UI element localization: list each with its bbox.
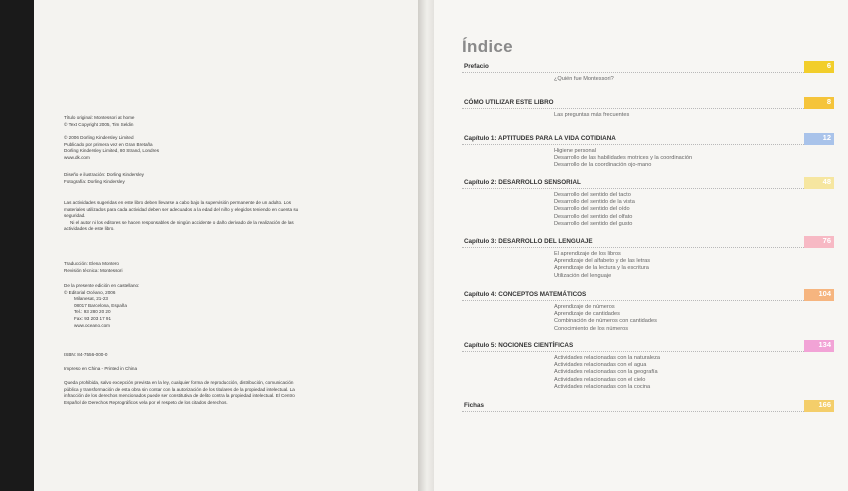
toc-item: Actividades relacionadas con la geografía xyxy=(554,369,658,376)
copyright-paragraph: Ni el autor ni los editores se hacen responsables de ningún accidente o daño derivado de la realización de las actividades de este libro. xyxy=(64,219,294,232)
toc-section-header xyxy=(462,60,834,73)
toc-item: Desarrollo del sentido de la vista xyxy=(554,199,635,206)
copyright-line: Publicado por primera vez en Gran Bretaña xyxy=(64,141,153,147)
toc-item: Desarrollo del sentido del tacto xyxy=(554,192,631,198)
toc-item: Actividades relacionadas con el agua xyxy=(554,362,647,369)
toc-section-title: Prefacio xyxy=(464,63,489,70)
toc-page-number: 6 xyxy=(804,61,834,73)
toc-section-title: CÓMO UTILIZAR ESTE LIBRO xyxy=(464,99,554,106)
index-page xyxy=(434,0,848,491)
toc-section-prefacio xyxy=(462,60,834,83)
toc-page-number: 48 xyxy=(804,177,834,189)
disclaimer-block xyxy=(64,200,304,233)
toc-item: ¿Quién fue Montessori? xyxy=(554,76,614,82)
copyright-line: Fotografía: Dorling Kindersley xyxy=(64,178,125,184)
toc-section-capitulo-5 xyxy=(462,339,834,391)
toc-section-como-utilizar xyxy=(462,96,834,119)
copyright-line: © Editorial Océano, 2006 xyxy=(64,289,116,295)
toc-item: Aprendizaje de cantidades xyxy=(554,311,620,318)
original-title-block xyxy=(64,115,134,128)
toc-item: Conocimiento de los números xyxy=(554,325,628,332)
toc-item: Combinación de números con cantidades xyxy=(554,318,657,325)
toc-section-header xyxy=(462,399,834,412)
toc-page-number: 8 xyxy=(804,97,834,109)
toc-page-number: 12 xyxy=(804,133,834,145)
toc-item: Aprendizaje de números xyxy=(554,304,615,310)
translation-block xyxy=(64,261,122,274)
copyright-line: © Text Copyright 2005, Tim Seldin xyxy=(64,121,134,127)
copyright-paragraph: Las actividades sugeridas en este libro deben llevarse a cabo bajo la supervisión permanente de un adulto. Los materiales utilizados para cada actividad deben ser adecuados a la edad del niño y elegidos teniendo en cuenta su seguridad. xyxy=(64,200,299,219)
edition-block xyxy=(64,283,139,329)
toc-section-title: Capítulo 4: CONCEPTOS MATEMÁTICOS xyxy=(464,291,587,298)
isbn-block xyxy=(64,352,107,359)
copyright-line: Título original: Montessori at home xyxy=(64,115,135,120)
toc-page-number: 104 xyxy=(804,289,834,301)
legal-paragraph: Queda prohibida, salvo excepción prevista en la ley, cualquier forma de reproducción, distribución, comunicación pública y transformación de esta obra sin contar con la autorización de los titulares de la propiedad intelectual. La infracción de los derechos mencionados puede ser constitutiva de delito contra la propiedad intelectual. El Centro Español de Derechos Reprográficos vela por el respeto de los citados derechos. xyxy=(64,380,295,405)
toc-section-capitulo-3 xyxy=(462,235,834,280)
toc-section-capitulo-1 xyxy=(462,132,834,170)
toc-section-header xyxy=(462,339,834,352)
toc-section-title: Capítulo 1: APTITUDES PARA LA VIDA COTIDIANA xyxy=(464,135,616,142)
isbn-line: ISBN: 84-7556-000-0 xyxy=(64,352,108,357)
toc-item: Desarrollo del sentido del gusto xyxy=(554,220,633,227)
copyright-line: Revisión técnica: Montessori xyxy=(64,267,123,273)
copyright-line: www.oceano.com xyxy=(74,322,111,328)
publisher-block xyxy=(64,135,159,161)
toc-section-title: Fichas xyxy=(464,402,484,409)
toc-section-title: Capítulo 5: NOCIONES CIENTÍFICAS xyxy=(464,342,574,349)
copyright-line: Tel.: 93 280 20 20 xyxy=(74,309,111,315)
toc-section-header xyxy=(462,235,834,248)
toc-item: Aprendizaje de la lectura y la escritura xyxy=(554,265,649,272)
toc-item: Desarrollo del sentido del oído xyxy=(554,206,630,213)
toc-section-title: Capítulo 2: DESARROLLO SENSORIAL xyxy=(464,179,581,186)
toc-section-title: Capítulo 3: DESARROLLO DEL LENGUAJE xyxy=(464,238,593,245)
copyright-line: www.dk.com xyxy=(64,154,90,160)
toc-item: Desarrollo del sentido del olfato xyxy=(554,213,633,220)
print-block xyxy=(64,366,137,373)
toc-page-number: 134 xyxy=(804,340,834,352)
toc-section-capitulo-2 xyxy=(462,176,834,228)
copyright-line: Traducción: Elena Montero xyxy=(64,261,119,266)
toc-page-number: 76 xyxy=(804,236,834,248)
toc-item: Actividades relacionadas con la naturaleza xyxy=(554,355,661,361)
toc-item: Utilización del lenguaje xyxy=(554,272,612,279)
toc-item: Desarrollo de las habilidades motrices y la coordinación xyxy=(554,155,693,162)
copyright-line: © 2006 Dorling Kindersley Limited xyxy=(64,135,134,140)
toc-section-capitulo-4 xyxy=(462,288,834,333)
copyright-line: Dorling Kindersley Limited, 80 Strand, Londres xyxy=(64,148,159,154)
toc-item: Las preguntas más frecuentes xyxy=(554,112,630,118)
print-line: Impreso en China - Printed in China xyxy=(64,366,138,371)
copyright-line: Fax: 93 203 17 91 xyxy=(74,315,112,321)
copyright-line: Diseño e ilustración: Dorling Kindersley xyxy=(64,172,144,177)
toc-section-header xyxy=(462,288,834,301)
copyright-page xyxy=(34,0,422,491)
toc-item: El aprendizaje de los libros xyxy=(554,251,621,257)
page-title: Índice xyxy=(462,37,513,56)
copyright-line: 08017 Barcelona, España xyxy=(74,302,127,308)
legal-block xyxy=(64,380,304,406)
toc-item: Desarrollo de la coordinación ojo-mano xyxy=(554,162,652,169)
toc-section-fichas xyxy=(462,399,834,412)
toc-section-header xyxy=(462,176,834,189)
toc-page-number: 166 xyxy=(804,400,834,412)
copyright-line: De la presente edición en castellano: xyxy=(64,283,140,288)
toc-section-header xyxy=(462,96,834,109)
toc-item: Higiene personal xyxy=(554,148,596,154)
toc-item: Actividades relacionadas con el cielo xyxy=(554,376,646,383)
toc-item: Aprendizaje del alfabeto y de las letras xyxy=(554,258,651,265)
toc-item: Actividades relacionadas con la cocina xyxy=(554,383,651,390)
copyright-line: Milanesat, 21-23 xyxy=(74,296,108,302)
toc-section-header xyxy=(462,132,834,145)
credits-block xyxy=(64,172,144,185)
